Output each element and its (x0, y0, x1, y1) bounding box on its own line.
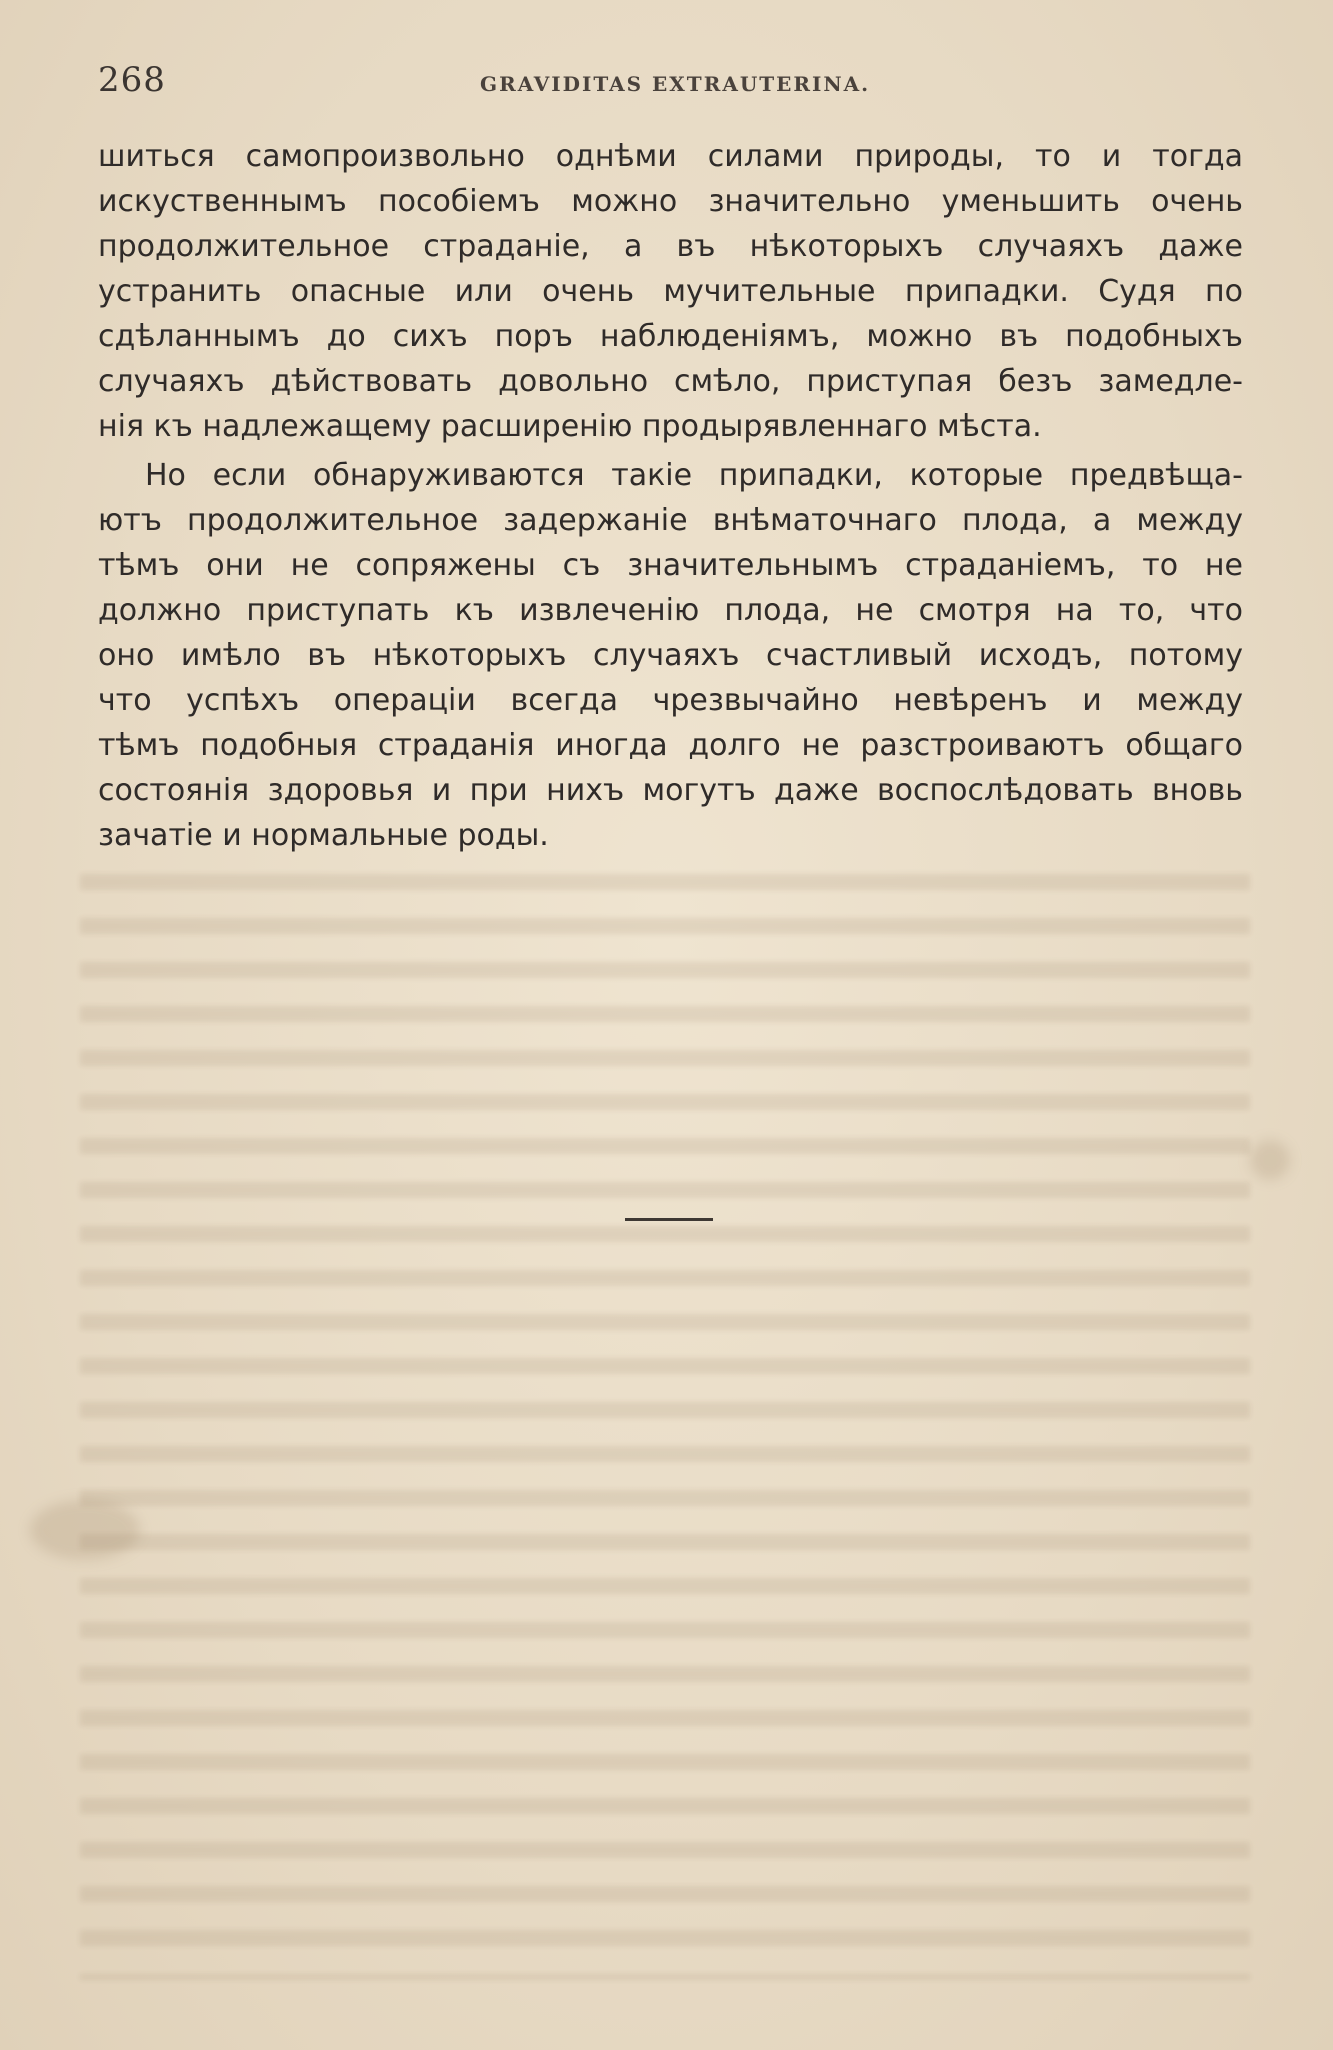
section-divider (625, 1218, 713, 1221)
text-line: должно приступать къ извлеченію плода, не смотря на то, что (98, 593, 1243, 628)
text-line: тѣмъ они не сопряжены съ значительнымъ страданіемъ, то не (98, 548, 1243, 583)
text-line: сдѣланнымъ до сихъ поръ наблюденіямъ, можно въ подобныхъ (98, 319, 1243, 354)
text-line: Но если обнаруживаются такіе припадки, которые предвѣща- (145, 458, 1243, 493)
paper-stain (1250, 1140, 1290, 1180)
text-line: продолжительное страданіе, а въ нѣкоторыхъ случаяхъ даже (98, 229, 1243, 264)
paper-stain (30, 1500, 140, 1560)
text-line: случаяхъ дѣйствовать довольно смѣло, приступая безъ замедле- (98, 364, 1243, 399)
text-line: искуственнымъ пособіемъ можно значительно уменьшить очень (98, 184, 1243, 219)
text-line: устранить опасные или очень мучительные припадки. Судя по (98, 274, 1243, 309)
text-line: ютъ продолжительное задержаніе внѣматочнаго плода, а между (98, 503, 1243, 538)
text-line: тѣмъ подобныя страданія иногда долго не разстроиваютъ общаго (98, 728, 1243, 763)
text-line: оно имѣло въ нѣкоторыхъ случаяхъ счастливый исходъ, потому (98, 638, 1243, 673)
page-number: 268 (98, 60, 166, 100)
text-line: зачатіе и нормальные роды. (98, 818, 549, 853)
bleed-through-text (80, 860, 1250, 1980)
text-line: нія къ надлежащему расширенію продырявленнаго мѣста. (98, 409, 1042, 444)
text-line: состоянія здоровья и при нихъ могутъ даже воспослѣдовать вновь (98, 773, 1243, 808)
text-line: шиться самопроизвольно однѣми силами природы, то и тогда (98, 139, 1243, 174)
paragraph-1 (98, 134, 1243, 449)
page-header (98, 60, 1248, 100)
text-line: что успѣхъ операціи всегда чрезвычайно невѣренъ и между (98, 683, 1243, 718)
running-title: GRAVIDITAS EXTRAUTERINA. (480, 72, 871, 96)
paragraph-2 (98, 453, 1243, 858)
body-text (98, 134, 1243, 858)
